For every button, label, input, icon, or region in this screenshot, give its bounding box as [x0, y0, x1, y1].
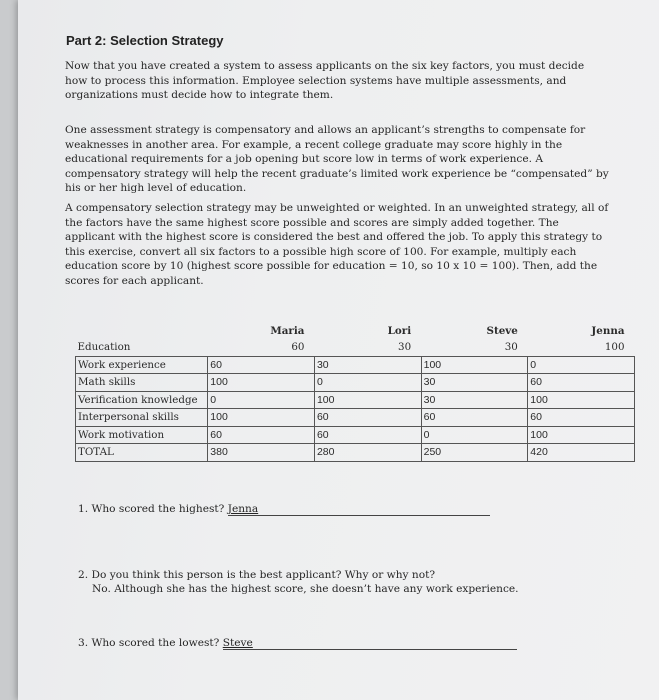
header-blank	[76, 323, 208, 339]
score-table	[75, 323, 635, 462]
question-text: 2. Do you think this person is the best applicant? Why or why not?	[78, 569, 436, 581]
score-cell: 30	[421, 391, 528, 409]
score-cell: 100	[421, 356, 528, 374]
unweighted-paragraph: A compensatory selection strategy may be unweighted or weighted. In an unweighted strategy, all of the factors have the same highest score possible and scores are simply added together. The applicant with the highest score is considered the best and offered the job. To apply this strategy to this exercise, convert all six factors to a possible high score of 100. For example, multiply each education score by 10 (highest score possible for education = 10, so 10 x 10 = 100). Then, add the scores for each applicant.	[65, 202, 609, 287]
score-cell: 60	[314, 409, 421, 427]
answer-text: Steve	[222, 637, 253, 649]
score-cell: 60	[528, 374, 635, 392]
score-cell: 60	[421, 409, 528, 427]
total-cell: 420	[528, 444, 635, 462]
row-label: Interpersonal skills	[76, 409, 208, 427]
score-cell: 60	[528, 409, 635, 427]
total-cell: 380	[208, 444, 315, 462]
score-cell: 100	[528, 426, 635, 444]
row-label: TOTAL	[76, 444, 208, 462]
intro-paragraph: Now that you have created a system to assess applicants on the six key factors, you must decide how to process this information. Employee selection systems have multiple assessments, and organizations must decide how to integrate them.	[65, 60, 585, 102]
table-row	[76, 391, 635, 409]
applicant-header: Lori	[387, 325, 412, 337]
education-value: 60	[291, 341, 305, 354]
header-row	[76, 323, 635, 339]
question-2	[78, 568, 519, 596]
score-cell: 60	[314, 426, 421, 444]
table-row	[76, 374, 635, 392]
answer-text[interactable]: No. Although she has the highest score, she doesn’t have any work experience.	[92, 583, 519, 595]
applicant-header: Steve	[486, 325, 518, 337]
education-value: 100	[604, 341, 625, 354]
answer-text: Jenna	[227, 503, 259, 515]
question-text: 3. Who scored the lowest?	[78, 637, 220, 649]
row-label: Work experience	[76, 356, 208, 374]
worksheet-page	[18, 0, 659, 700]
applicant-header: Jenna	[591, 325, 625, 337]
score-cell: 30	[421, 374, 528, 392]
row-label: Math skills	[76, 374, 208, 392]
score-cell: 100	[208, 409, 315, 427]
answer-line[interactable]	[228, 503, 490, 516]
education-value: 30	[504, 341, 518, 354]
table-row	[76, 409, 635, 427]
education-row	[76, 339, 635, 356]
table-row	[76, 426, 635, 444]
score-cell: 100	[208, 374, 315, 392]
score-cell: 60	[208, 426, 315, 444]
score-cell: 100	[314, 391, 421, 409]
row-label: Education	[77, 341, 131, 354]
score-cell: 30	[314, 356, 421, 374]
answer-line[interactable]	[223, 637, 517, 650]
score-cell: 100	[528, 391, 635, 409]
score-cell: 0	[314, 374, 421, 392]
total-row	[76, 444, 635, 462]
education-value: 30	[398, 341, 412, 354]
score-cell: 0	[208, 391, 315, 409]
applicant-header: Maria	[270, 325, 305, 337]
question-1	[78, 503, 490, 516]
compensatory-paragraph: One assessment strategy is compensatory and allows an applicant’s strengths to compensate for weaknesses in another area. For example, a recent college graduate may score highly in the educational requirements for a job opening but score low in terms of work experience. A compensatory strategy will help the recent graduate’s limited work experience be “compensated” by his or her high level of education.	[65, 124, 609, 195]
total-cell: 250	[421, 444, 528, 462]
table-row	[76, 356, 635, 374]
score-cell: 0	[528, 356, 635, 374]
question-text: 1. Who scored the highest?	[78, 503, 225, 515]
section-heading: Part 2: Selection Strategy	[66, 33, 224, 48]
score-cell: 60	[208, 356, 315, 374]
row-label: Verification knowledge	[76, 391, 208, 409]
score-cell: 0	[421, 426, 528, 444]
question-3	[78, 637, 517, 650]
row-label: Work motivation	[76, 426, 208, 444]
total-cell: 280	[314, 444, 421, 462]
